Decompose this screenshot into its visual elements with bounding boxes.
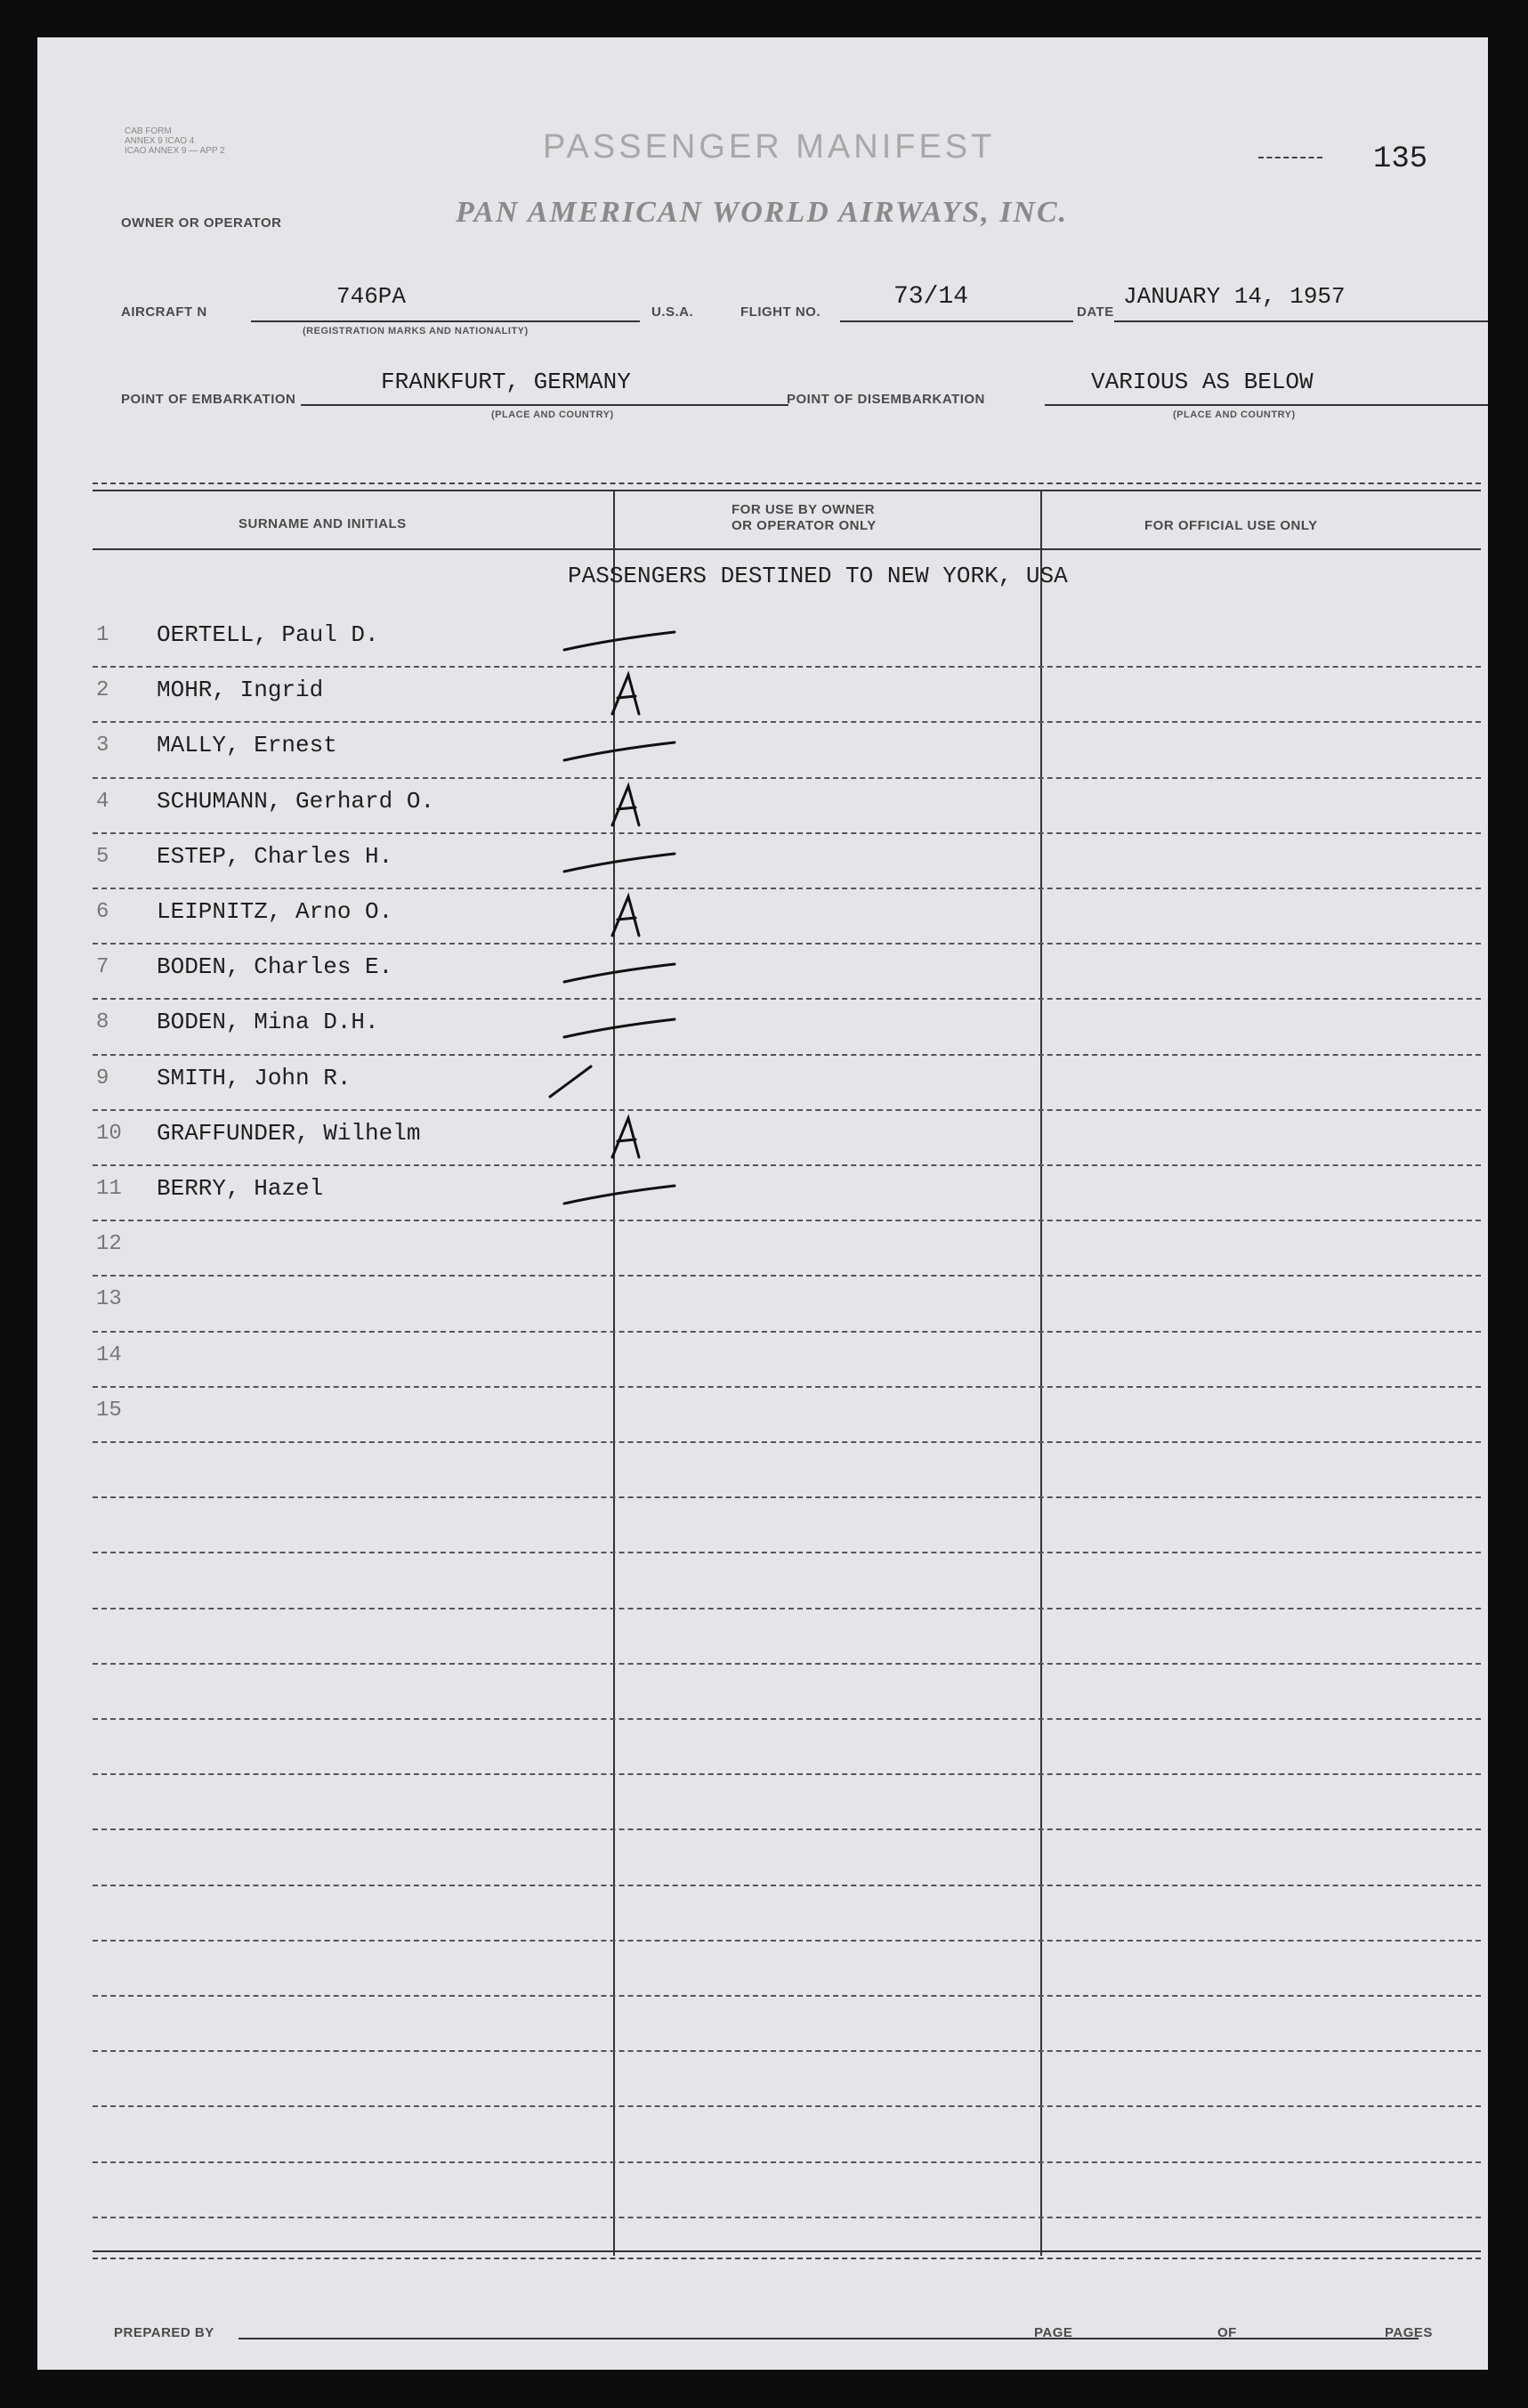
row-rule	[93, 1054, 1481, 1056]
passenger-name: MOHR, Ingrid	[157, 677, 324, 704]
column-divider-2	[1040, 491, 1042, 2256]
flight-value: 73/14	[893, 283, 969, 311]
usa-label: U.S.A.	[651, 304, 694, 320]
row-number: 2	[96, 678, 109, 703]
row-rule	[93, 666, 1481, 668]
form-ref-line-2: ANNEX 9 ICAO 4	[125, 136, 195, 146]
form-ref-line-1: CAB FORM	[125, 126, 172, 136]
passenger-name: SMITH, John R.	[157, 1064, 352, 1091]
embarkation-value: FRANKFURT, GERMANY	[381, 369, 631, 395]
date-underline	[1114, 320, 1488, 322]
table-top-rule-1	[93, 482, 1481, 484]
owner-value: PAN AMERICAN WORLD AIRWAYS, INC.	[456, 196, 1069, 229]
blank-rule	[93, 1828, 1481, 1830]
blank-rule	[93, 1552, 1481, 1553]
row-number: 11	[96, 1177, 122, 1201]
checkmark-dash	[559, 1010, 683, 1050]
row-number: 14	[96, 1342, 122, 1367]
row-rule	[93, 1164, 1481, 1166]
row-rule	[93, 777, 1481, 779]
blank-rule	[93, 2105, 1481, 2107]
row-number: 4	[96, 789, 109, 814]
header-owner-use-1: FOR USE BY OWNER	[732, 502, 876, 517]
passenger-name: MALLY, Ernest	[157, 732, 337, 759]
blank-rule	[93, 1663, 1481, 1665]
form-reference	[125, 126, 225, 156]
flight-underline	[840, 320, 1073, 322]
passenger-name: SCHUMANN, Gerhard O.	[157, 787, 435, 815]
section-header: PASSENGERS DESTINED TO NEW YORK, USA	[568, 563, 1068, 589]
row-rule	[93, 943, 1481, 945]
blank-rule	[93, 1773, 1481, 1775]
row-number: 3	[96, 734, 109, 758]
row-rule	[93, 721, 1481, 723]
header-official: FOR OFFICIAL USE ONLY	[1144, 518, 1318, 533]
footer-page-label: PAGE	[1034, 2325, 1073, 2340]
checkmark-dash	[559, 623, 683, 663]
owner-label: OWNER OR OPERATOR	[121, 215, 282, 231]
row-rule	[93, 832, 1481, 834]
document-title: PASSENGER MANIFEST	[543, 128, 996, 166]
page-number: 135	[1373, 142, 1428, 176]
passenger-name: OERTELL, Paul D.	[157, 621, 379, 648]
manifest-sheet	[37, 37, 1488, 2370]
embarkation-caption: (PLACE AND COUNTRY)	[491, 409, 614, 420]
row-number: 8	[96, 1010, 109, 1035]
checkmark-a	[605, 1113, 659, 1167]
aircraft-label: AIRCRAFT N	[121, 304, 207, 320]
form-ref-line-3: ICAO ANNEX 9 — APP 2	[125, 146, 225, 156]
footer-pages-label: PAGES	[1385, 2325, 1433, 2340]
header-bottom-rule	[93, 548, 1481, 550]
blank-rule	[93, 1718, 1481, 1720]
blank-rule	[93, 2050, 1481, 2052]
blank-rule	[93, 1608, 1481, 1609]
passenger-name: GRAFFUNDER, Wilhelm	[157, 1119, 421, 1147]
passenger-name: LEIPNITZ, Arno O.	[157, 898, 393, 925]
passenger-name: BODEN, Charles E.	[157, 953, 393, 981]
row-number: 7	[96, 955, 109, 980]
checkmark-slash	[545, 1058, 598, 1107]
checkmark-dash	[559, 734, 683, 774]
page-number-rule	[1258, 157, 1322, 158]
row-rule	[93, 1109, 1481, 1111]
embarkation-label: POINT OF EMBARKATION	[121, 392, 296, 407]
row-rule	[93, 1441, 1481, 1443]
table-bottom-rule-2	[93, 2258, 1481, 2259]
header-owner-use-2: OR OPERATOR ONLY	[732, 518, 877, 533]
row-rule	[93, 888, 1481, 889]
passenger-name: BERRY, Hazel	[157, 1175, 324, 1202]
blank-rule	[93, 1940, 1481, 1942]
row-rule	[93, 1386, 1481, 1388]
prepared-by-line	[238, 2338, 1075, 2339]
checkmark-dash	[559, 955, 683, 995]
row-number: 15	[96, 1398, 122, 1423]
row-number: 12	[96, 1232, 122, 1257]
row-rule	[93, 1220, 1481, 1221]
checkmark-dash	[559, 845, 683, 885]
blank-rule	[93, 2161, 1481, 2163]
row-number: 5	[96, 844, 109, 869]
passenger-name: ESTEP, Charles H.	[157, 842, 393, 870]
embarkation-underline	[301, 404, 788, 406]
disembarkation-underline	[1045, 404, 1488, 406]
blank-rule	[93, 1496, 1481, 1498]
checkmark-dash	[559, 1177, 683, 1217]
disembarkation-caption: (PLACE AND COUNTRY)	[1173, 409, 1296, 420]
checkmark-a	[605, 669, 659, 724]
registration-caption: (REGISTRATION MARKS AND NATIONALITY)	[303, 326, 529, 336]
table-top-rule-2	[93, 490, 1481, 491]
date-value: JANUARY 14, 1957	[1123, 283, 1346, 310]
row-rule	[93, 1275, 1481, 1277]
blank-rule	[93, 1995, 1481, 1997]
row-number: 9	[96, 1066, 109, 1090]
header-surname: SURNAME AND INITIALS	[238, 516, 407, 531]
flight-label: FLIGHT NO.	[740, 304, 821, 320]
checkmark-a	[605, 781, 659, 835]
row-rule	[93, 1331, 1481, 1333]
blank-rule	[93, 1885, 1481, 1886]
footer-of-label: OF	[1217, 2325, 1237, 2340]
row-number: 1	[96, 623, 109, 647]
aircraft-underline	[251, 320, 640, 322]
aircraft-value: 746PA	[336, 283, 407, 310]
row-number: 10	[96, 1121, 122, 1146]
row-rule	[93, 998, 1481, 1000]
table-bottom-rule-1	[93, 2250, 1481, 2252]
row-number: 13	[96, 1287, 122, 1312]
disembarkation-value: VARIOUS AS BELOW	[1091, 369, 1314, 395]
blank-rule	[93, 2217, 1481, 2218]
date-label: DATE	[1077, 304, 1114, 320]
disembarkation-label: POINT OF DISEMBARKATION	[787, 392, 985, 407]
checkmark-a	[605, 891, 659, 945]
row-number: 6	[96, 900, 109, 924]
footer-prepared-by-label: PREPARED BY	[114, 2325, 214, 2340]
passenger-name: BODEN, Mina D.H.	[157, 1009, 379, 1036]
